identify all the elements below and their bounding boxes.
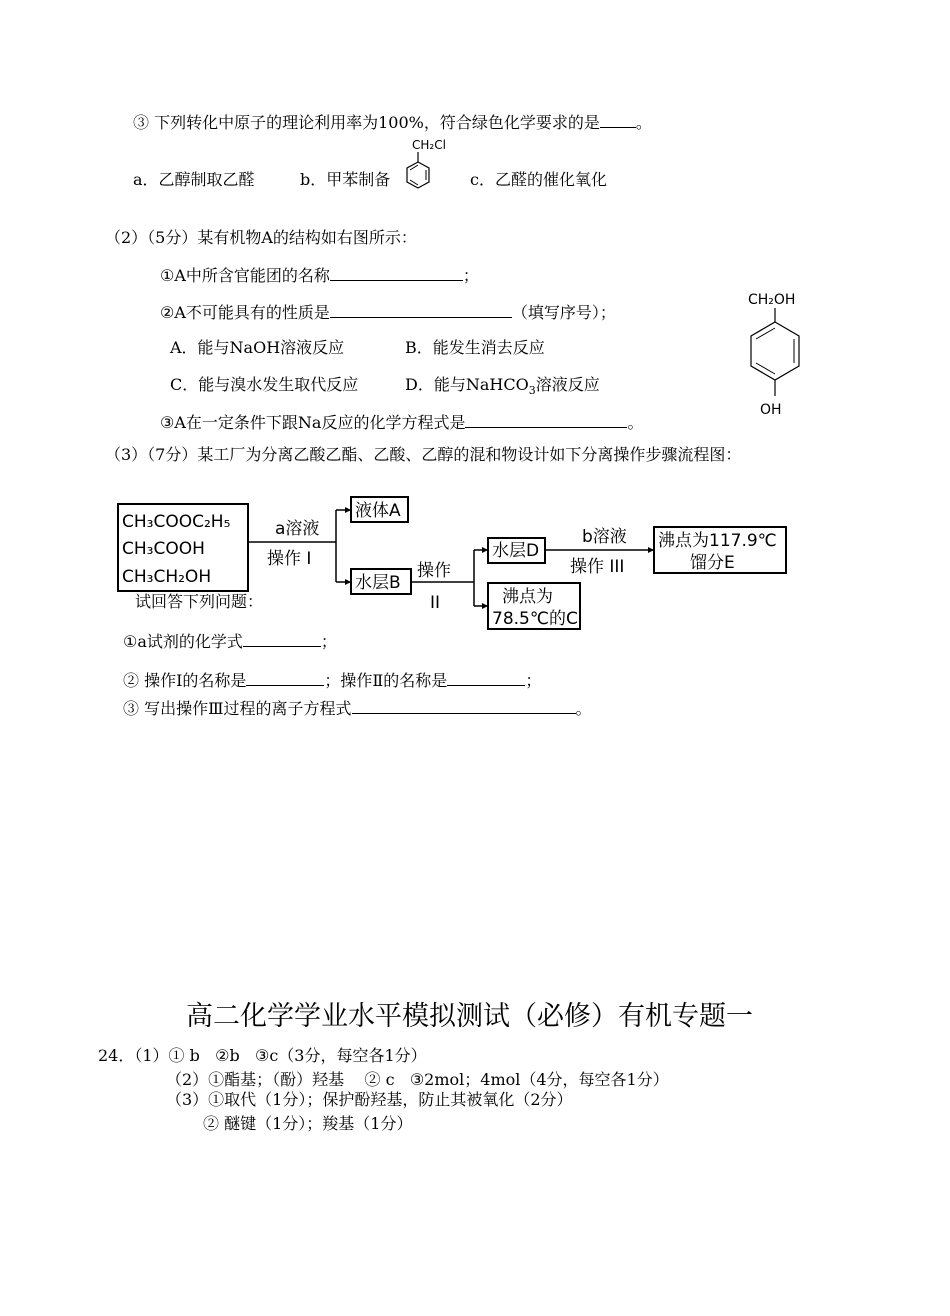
q3-heading: （3）（7分）某工厂为分离乙酸乙酯、乙酸、乙醇的混和物设计如下分离操作步骤流程图： <box>105 445 742 464</box>
compound-a-structure <box>720 286 820 422</box>
q1-option-c: c．乙醛的催化氧化 <box>470 170 607 189</box>
answer-blank <box>243 631 321 647</box>
answer-blank <box>352 698 576 714</box>
q2-option-D: D．能与NaHCO$_3$溶液反应 <box>405 375 600 398</box>
answer-blank <box>465 412 627 428</box>
liquid-a-label: 液体A <box>355 501 401 521</box>
answer-line-2: （2）①酯基；（酚）羟基 ② c ③2mol；4mol（4分，每空各1分） <box>166 1070 669 1089</box>
fraction-e-bp: 沸点为117.9℃ <box>658 531 777 551</box>
operation-3-label: 操作 III <box>570 557 625 577</box>
q2-item3: ③A在一定条件下跟Na反应的化学方程式是 。 <box>160 413 644 432</box>
benzyl-chloride-structure <box>398 134 454 194</box>
q2-item2: ②A不可能具有的性质是 （填写序号）； <box>160 303 616 322</box>
q3-item1: ①a试剂的化学式 ； <box>123 632 337 651</box>
answer-line-3: （3）①取代（1分）；保护酚羟基，防止其被氧化（2分） <box>166 1090 573 1109</box>
q2-heading: （2）（5分）某有机物A的结构如右图所示： <box>105 228 417 247</box>
q1-item3: ③ 下列转化中原子的理论利用率为100%，符合绿色化学要求的是 。 <box>133 113 652 132</box>
answer-blank <box>330 302 512 318</box>
mixture-ethanol: CH₃CH₂OH <box>122 567 212 587</box>
benzyl-chloride-label: CH₂Cl <box>412 138 446 152</box>
answer-blank <box>447 670 525 686</box>
q2-option-C: C．能与溴水发生取代反应 <box>170 375 359 394</box>
operation-2-numeral: II <box>430 593 441 613</box>
reagent-b-label: b溶液 <box>582 527 627 547</box>
answer-key-title: 高二化学学业水平模拟测试（必修）有机专题一 <box>186 1001 753 1032</box>
fraction-e-label: 馏分E <box>690 553 735 573</box>
q2-option-B: B．能发生消去反应 <box>405 338 545 357</box>
fraction-c-bp-value: 78.5℃的C <box>492 609 578 629</box>
q2-option-A: A．能与NaOH溶液反应 <box>170 338 345 357</box>
answer-line-1: 24．（1）① b ②b ③c（3分，每空各1分） <box>98 1046 427 1065</box>
q1-option-a: a．乙醇制取乙醛 <box>133 170 255 189</box>
answer-line-4: ② 醚键（1分）；羧基（1分） <box>203 1114 413 1133</box>
mixture-ethyl-acetate: CH₃COOC₂H₅ <box>122 512 231 532</box>
q2-item1: ①A中所含官能团的名称 ； <box>160 266 479 285</box>
q1-option-b: b．甲苯制备 <box>300 170 391 189</box>
q3-item3: ③ 写出操作Ⅲ过程的离子方程式 。 <box>123 699 592 718</box>
separation-flowchart <box>112 490 792 635</box>
mixture-acetic-acid: CH₃COOH <box>122 539 205 559</box>
ch2oh-label: CH₂OH <box>748 292 796 308</box>
answer-blank <box>330 265 463 281</box>
operation-1-label: 操作 I <box>267 549 312 569</box>
oh-label: OH <box>760 402 782 418</box>
operation-2-label: 操作 <box>417 561 451 581</box>
q3-item2: ② 操作Ⅰ的名称是 ；操作Ⅱ的名称是 ； <box>123 671 542 690</box>
water-d-label: 水层D <box>492 541 540 561</box>
fraction-c-bp-label: 沸点为 <box>502 587 553 607</box>
answer-blank <box>246 670 324 686</box>
q3-ask: 试回答下列问题： <box>135 592 264 611</box>
water-b-label: 水层B <box>355 573 401 593</box>
reagent-a-label: a溶液 <box>275 519 320 539</box>
answer-blank <box>600 112 636 128</box>
